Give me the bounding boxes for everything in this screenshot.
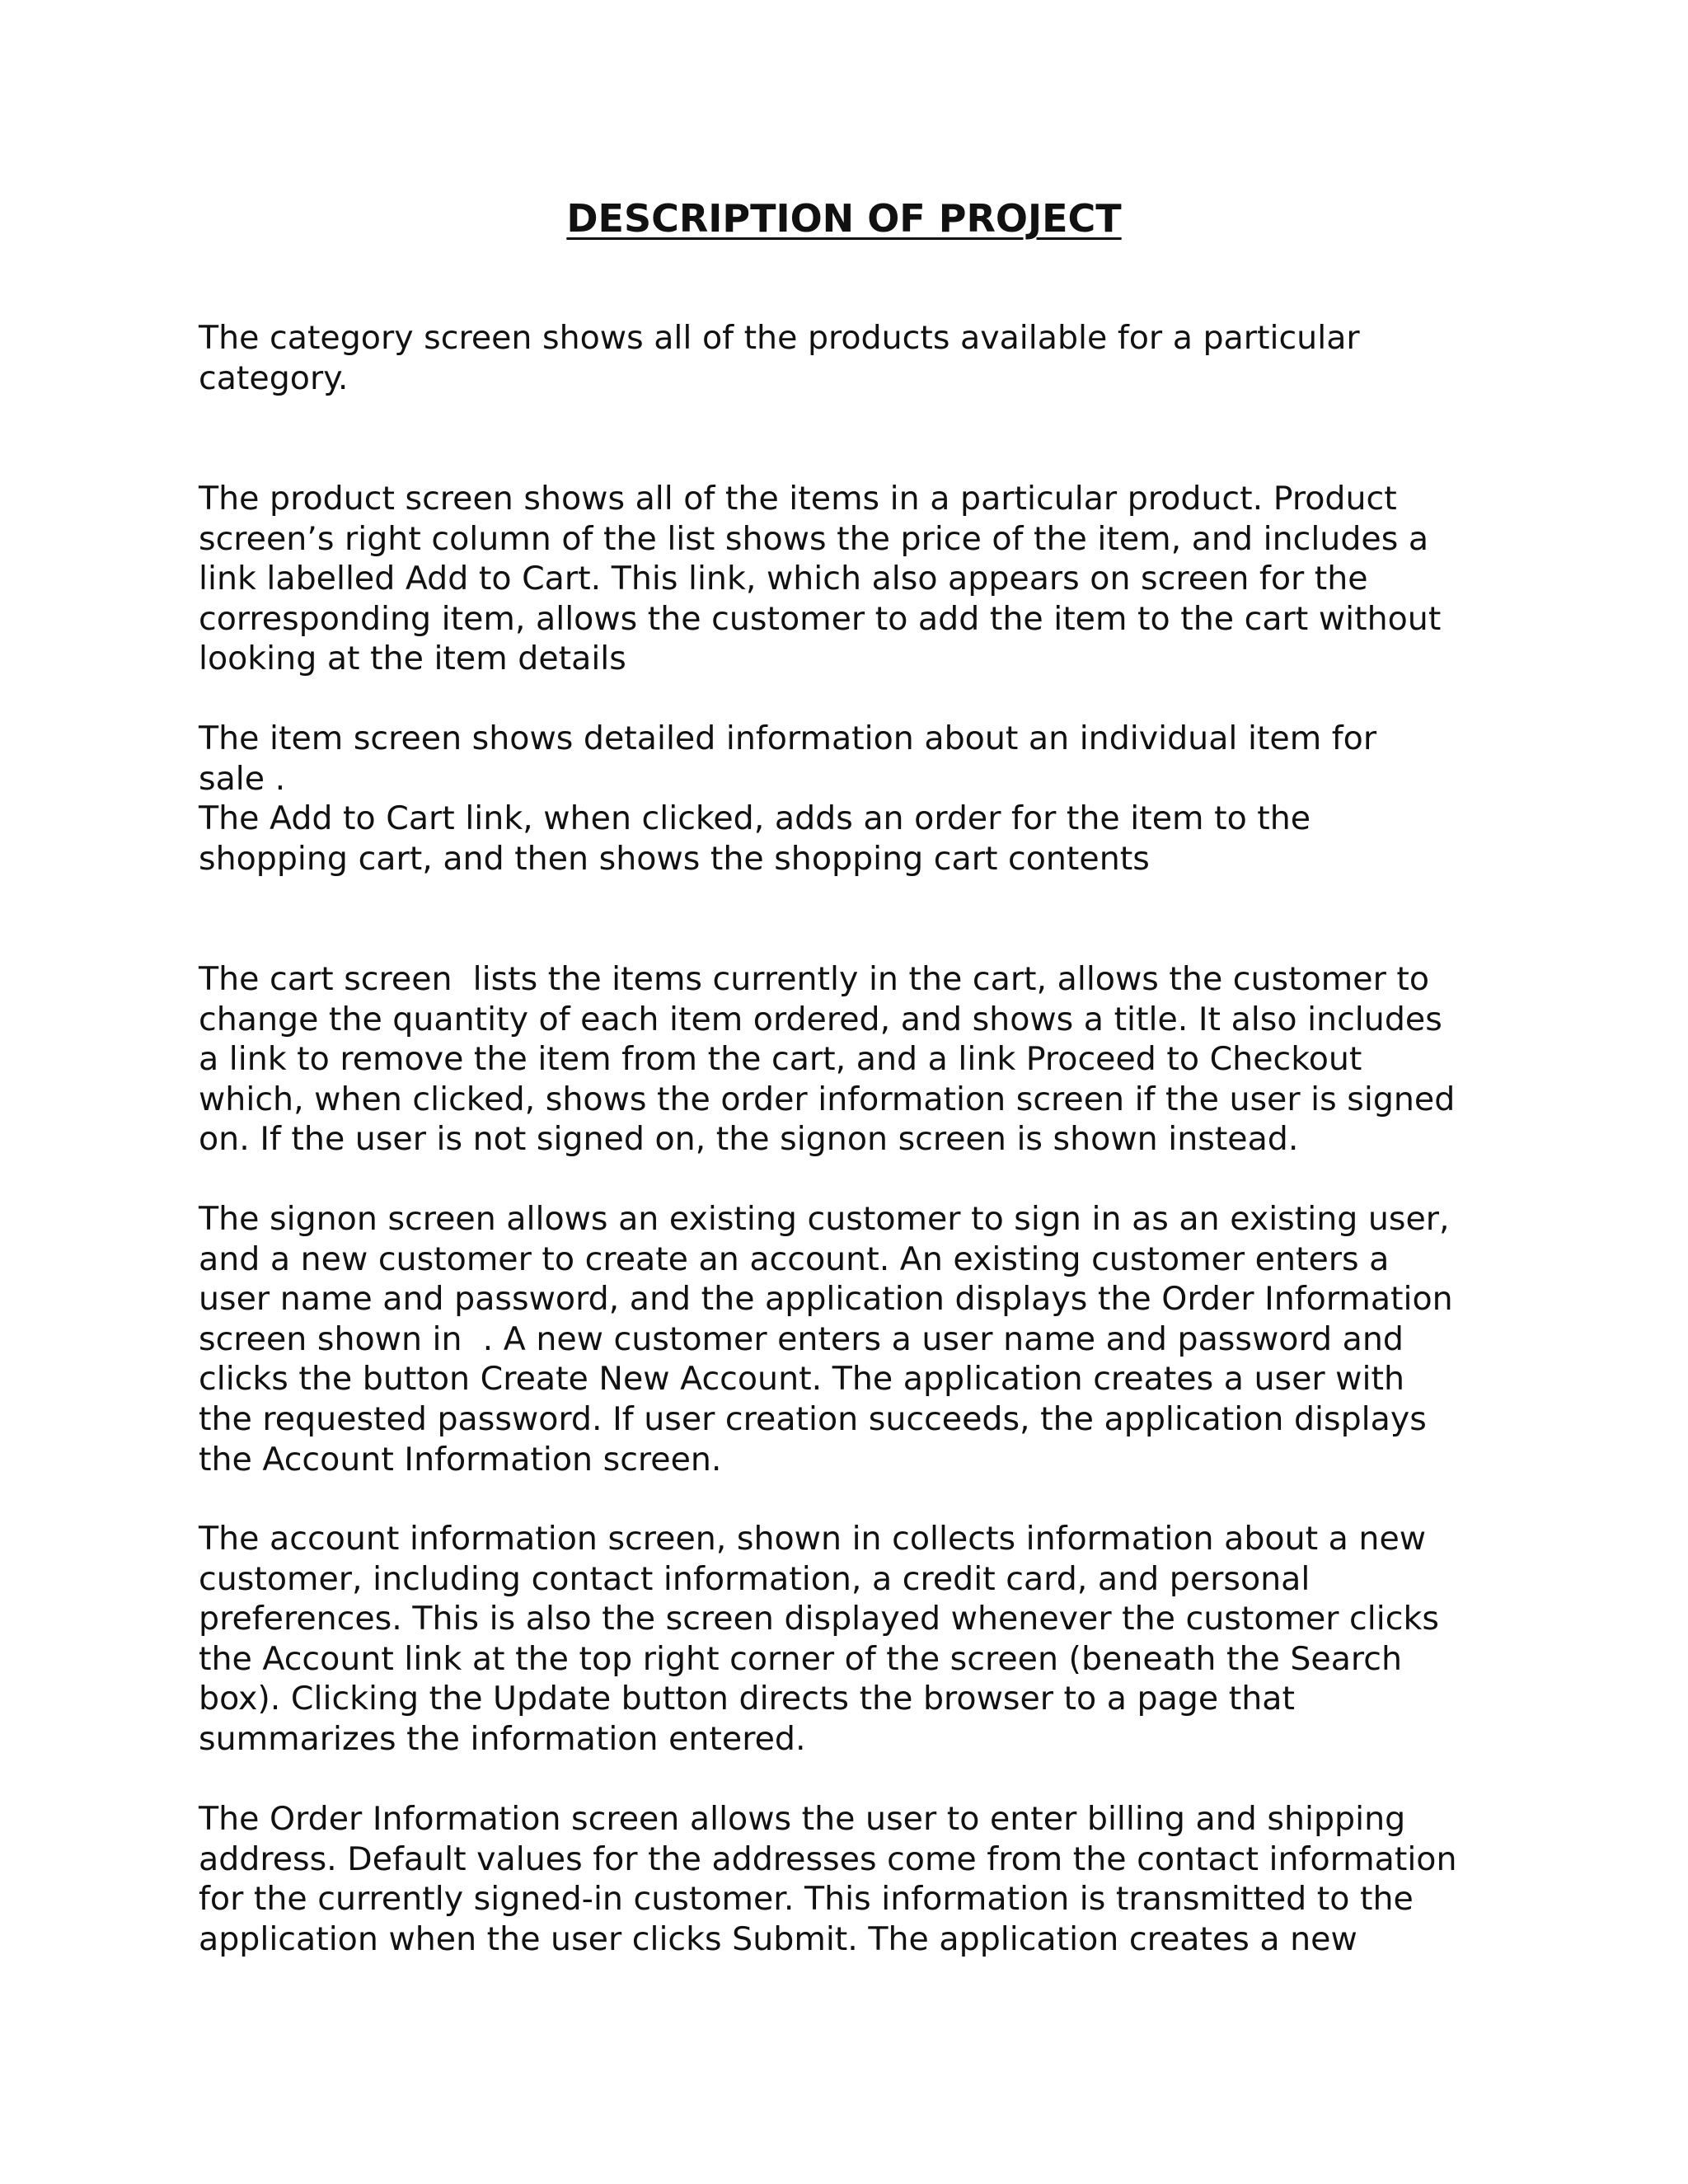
paragraph-cart-screen: The cart screen lists the items currently in the cart, allows the customer to change the quantity of each item ordered, and shows a title. It also includes a link to remove the item from the cart, and a link Proceed to Checkout which, when clicked, shows the order information screen if the user is signed on. If the user is not signed on, the signon screen is shown instead. (199, 960, 1456, 1159)
paragraph-order-information-screen: The Order Information screen allows the user to enter billing and shipping address. Default values for the addresses come from the contact information for the currently signed-in customer. This information is transmitted to the application when the user clicks Submit. The application creates a new (199, 1800, 1457, 1958)
document-title: DESCRIPTION OF PROJECT (566, 196, 1122, 241)
paragraph-account-information-screen: The account information screen, shown in collects information about a new customer, including contact information, a credit card, and personal preferences. This is also the screen displayed whenever the customer clicks the Account link at the top right corner of the screen (beneath the Search box). Clicking the Update button directs the browser to a page that summarizes the information entered. (199, 1520, 1439, 1758)
paragraph-item-screen: The item screen shows detailed information about an individual item for sale . The Add to Cart link, when clicked, adds an order for the item to the shopping cart, and then shows the shopping cart contents (199, 719, 1377, 878)
paragraph-product-screen: The product screen shows all of the items in a particular product. Product screen’s right column of the list shows the price of the item, and includes a link labelled Add to Cart. This link, which also appears on screen for the corresponding item, allows the customer to add the item to the cart without looking at the item details (199, 480, 1442, 678)
paragraph-signon-screen: The signon screen allows an existing customer to sign in as an existing user, and a new customer to create an account. An existing customer enters a user name and password, and the application displays the Order Information screen shown in . A new customer enters a user name and password and clicks the button Create New Account. The application creates a user with the requested password. If user creation succeeds, the application displays the Account Information screen. (199, 1200, 1453, 1479)
paragraph-category-screen: The category screen shows all of the products available for a particular category. (199, 319, 1360, 397)
